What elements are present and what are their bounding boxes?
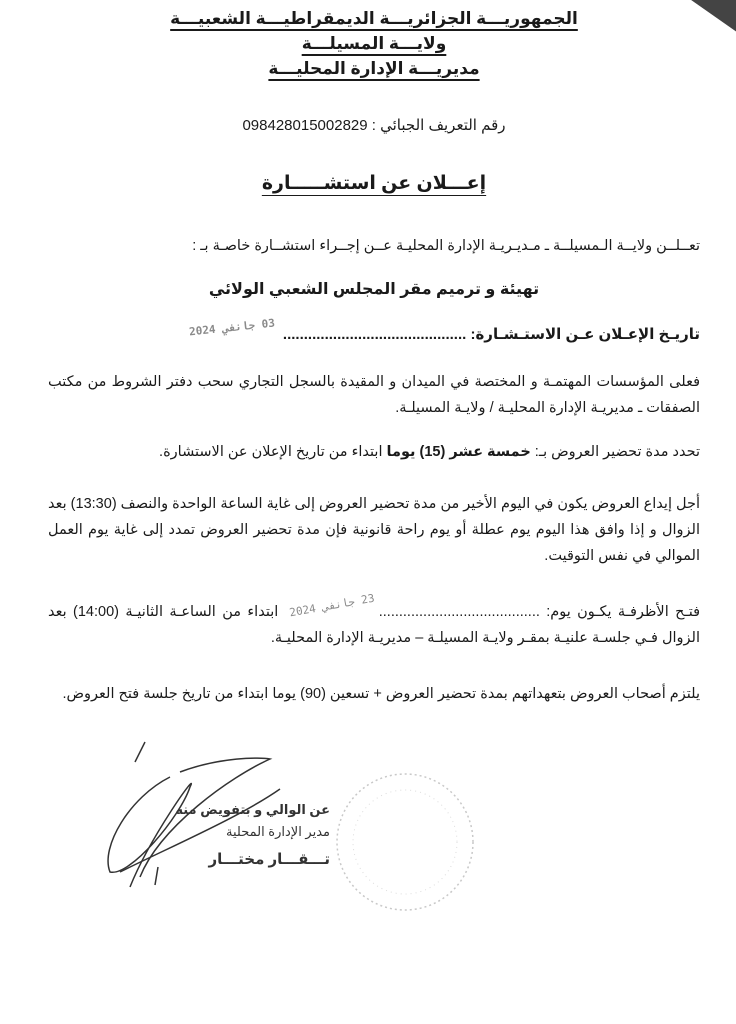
tax-id-label: رقم التعريف الجبائي : xyxy=(371,117,506,134)
paragraph-withdrawal: فعلى المؤسسات المهتمـة و المختصة في الميدان و المقيدة بالسجل التجاري سحب دفتر الشروط من مكتب الصفقات ـ مديريـة الإدارة المحليـة / ولايـة المسيلـة. xyxy=(48,374,700,416)
p2-duration: خمسة عشر (15) يوما xyxy=(386,444,531,460)
page-title-text: إعـــلان عن استشـــــارة xyxy=(261,173,487,194)
p2-text-end: ابتداء من تاريخ الإعلان عن الاستشارة. xyxy=(159,444,387,460)
tax-id-line xyxy=(48,115,700,137)
header-directorate: مديريـــة الإدارة المحليـــة xyxy=(268,59,480,78)
p2-text: تحدد مدة تحضير العروض بـ: xyxy=(530,444,700,460)
header-wilaya: ولايـــة المسيلـــة xyxy=(301,34,447,53)
tax-id-value: 098428015002829 xyxy=(242,117,368,134)
page-title xyxy=(48,171,700,197)
p4-text: فتـح الأظرفـة يكـون يوم: xyxy=(539,604,700,620)
date-dots: ............................................ xyxy=(282,326,467,343)
signature-name: تـــقـــار مختـــار xyxy=(208,851,330,868)
announcement-date-label: تاريـخ الإعـلان عـن الاستـشـارة: xyxy=(470,326,700,343)
signature-area xyxy=(48,737,700,927)
announcement-date-line xyxy=(48,316,700,349)
document-header xyxy=(84,6,664,81)
paragraph-deposit-deadline: أجل إيداع العروض يكون في اليوم الأخير من مدة تحضير العروض إلى غاية الساعة الواحدة والنصف (13:30) بعد الزوال و إذا وافق هذا اليوم يوم عطلة أو يوم راحة قانونية فإن مدة تحضير العروض تمدد إلى غاية يوم العمل الموالي في نفس التوقيت. xyxy=(48,496,700,564)
signature-line2: مدير الإدارة المحلية xyxy=(226,824,330,839)
consultation-subject: تهيئة و ترميم مقر المجلس الشعبي الولائي xyxy=(208,281,540,298)
paragraph-opening xyxy=(48,591,700,651)
paragraph-commitment: يلتزم أصحاب العروض بتعهداتهم بمدة تحضير العروض + تسعين (90) يوما ابتداء من تاريخ جلسة فتح العروض. xyxy=(62,686,700,702)
header-republic: الجمهوريـــة الجزائريـــة الديمقراطيـــة الشعبيـــة xyxy=(170,9,578,28)
signature-block xyxy=(150,799,330,871)
official-seal xyxy=(330,772,480,922)
signature-line1: عن الوالي و بتفويض منه xyxy=(175,802,330,817)
paragraph-preparation-period xyxy=(48,439,700,465)
opening-date-stamp: 23 جانفي 2024 xyxy=(288,591,376,620)
intro-paragraph: تعــلــن ولايــة الـمسيلــة ـ مـديـريـة الإدارة المحليـة عــن إجــراء استشــارة خاصـة بـ : xyxy=(192,238,700,254)
date-stamp: 03 جانفي 2024 xyxy=(188,316,276,339)
opening-dots: ........................................ xyxy=(378,604,540,620)
p4-text-end: ابتداء من الساعـة الثانيـة (14:00) بعد الزوال فـي جلسـة علنيـة بمقـر ولايـة المسيلـة – مديريـة الإدارة المحليـة. xyxy=(48,604,700,646)
